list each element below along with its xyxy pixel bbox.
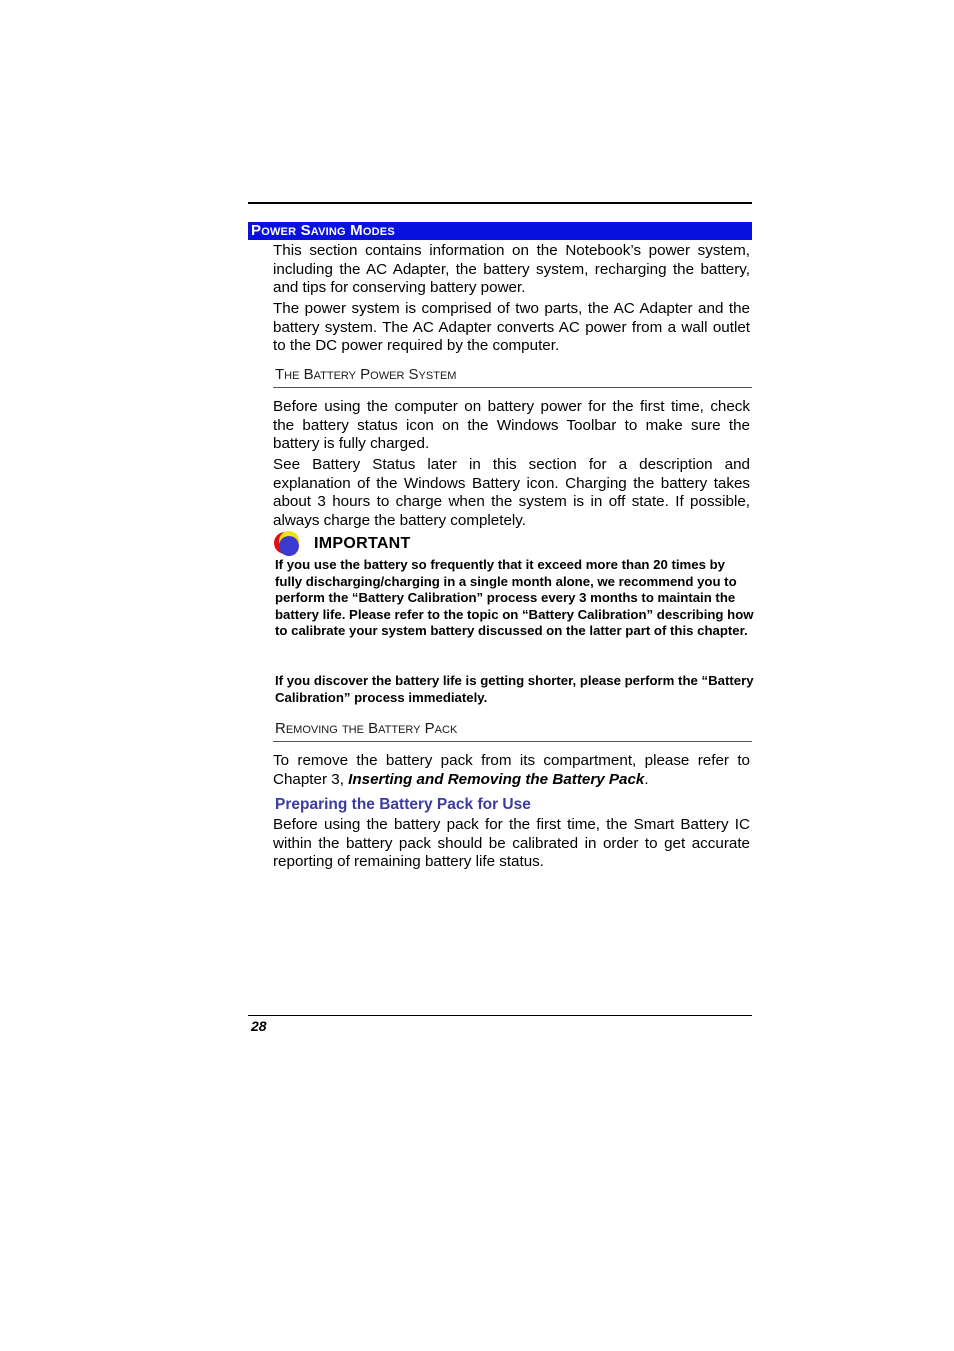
removing-heading: Removing the Battery Pack: [275, 720, 458, 737]
top-rule: [248, 202, 752, 204]
preparing-heading: Preparing the Battery Pack for Use: [275, 796, 531, 813]
important-label: IMPORTANT: [314, 535, 411, 552]
page-number: 28: [251, 1018, 267, 1034]
intro-paragraph-2: The power system is comprised of two parts, the AC Adapter and the battery system. The AC Adapter converts AC power from a wall outlet to the DC power required by the computer.: [273, 300, 750, 355]
important-note-1: If you use the battery so frequently that it exceed more than 20 times by fully discharging/charging in a single month alone, we recommend you to perform the “Battery Calibration” process every 3 months to maintain the battery life. Please refer to the topic on “Battery Calibration” describing how to calibrate your system battery discussed on the latter part of this chapter.: [275, 557, 754, 639]
intro-paragraph-1: This section contains information on the Notebook’s power system, including the AC Adapter, the battery system, recharging the battery, and tips for conserving battery power.: [273, 242, 750, 297]
important-callout: [273, 531, 411, 557]
important-icon: [273, 531, 303, 557]
battery-power-rule: [273, 387, 752, 388]
removing-text-end: .: [644, 770, 649, 788]
battery-power-paragraph-2: See Battery Status later in this section for a description and explanation of the Windows Battery icon. Charging the battery takes about 3 hours to charge when the system is in off state. If possible, always charge the battery completely.: [273, 456, 750, 529]
removing-text: To remove the battery pack from its compartment, please refer to Chapter 3,: [273, 752, 750, 788]
battery-power-paragraph-1: Before using the computer on battery power for the first time, check the battery status icon on the Windows Toolbar to make sure the battery is fully charged.: [273, 398, 750, 453]
removing-paragraph: [273, 752, 750, 789]
removing-rule: [273, 741, 752, 742]
footer-rule: [248, 1015, 752, 1016]
important-note-2: If you discover the battery life is getting shorter, please perform the “Battery Calibration” process immediately.: [275, 673, 754, 705]
battery-power-heading: The Battery Power System: [275, 366, 457, 383]
section-title: Power Saving Modes: [248, 222, 752, 240]
preparing-paragraph: Before using the battery pack for the first time, the Smart Battery IC within the battery pack should be calibrated in order to get accurate reporting of remaining battery life status.: [273, 816, 750, 871]
removing-chapter-reference: Inserting and Removing the Battery Pack: [348, 770, 645, 788]
